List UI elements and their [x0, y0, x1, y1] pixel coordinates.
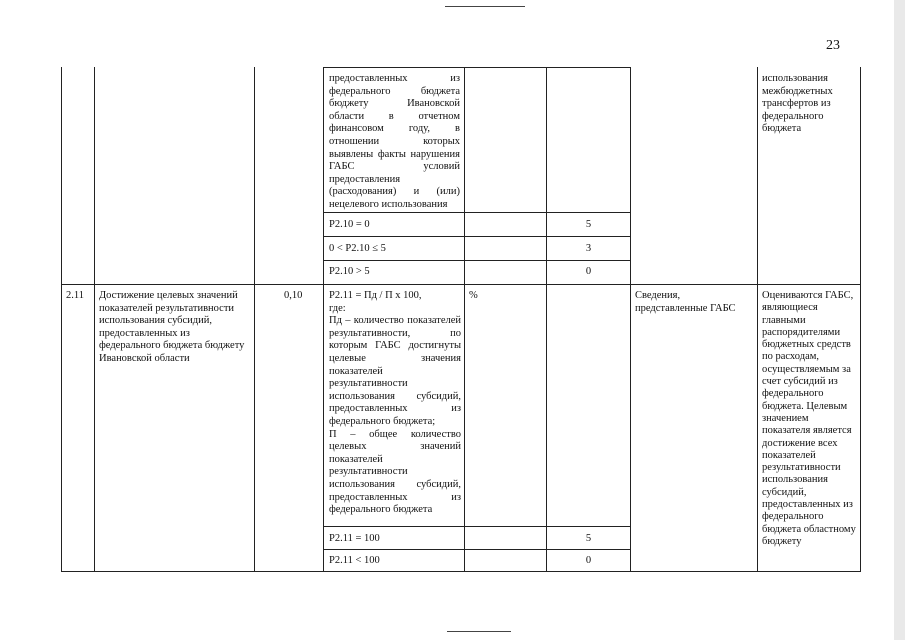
unit: %	[469, 290, 478, 301]
condition-score: 0	[585, 266, 592, 277]
sub-row-line-4	[323, 526, 630, 527]
condition-formula: P2.11 < 100	[329, 555, 380, 566]
col-divider-5	[546, 67, 547, 571]
col-divider-7	[757, 67, 758, 571]
col-divider-3	[323, 67, 324, 571]
col-divider-2	[254, 67, 255, 571]
indicator-name: Достижение целевых значений показателей результативности использования субсидий, предоставленных из федерального бюджета бюджету Ивановской области	[99, 290, 245, 364]
condition-score: 5	[585, 219, 592, 230]
row-divider-2-11	[61, 284, 861, 285]
indicator-note: Оцениваются ГАБС, являющиеся главными распорядителями бюджетных средств по расходам, осуществляемым за счет субсидий из федерального бюджета. Целевым значением показателя является достижение всех показателей результативности использования субсидий, предоставленных из федерального бюджета областному бюджету	[762, 290, 856, 547]
condition-formula: 0 < P2.10 ≤ 5	[329, 243, 386, 254]
sub-row-line-1	[323, 212, 630, 213]
table-bottom-border	[61, 571, 861, 572]
condition-formula: P2.10 > 5	[329, 266, 370, 277]
condition-score: 3	[585, 243, 592, 254]
sub-row-line-2	[323, 236, 630, 237]
col-divider-4	[464, 67, 465, 571]
condition-score: 5	[585, 533, 592, 544]
condition-formula: P2.10 = 0	[329, 219, 370, 230]
page-number: 23	[826, 38, 840, 53]
continued-note-text: использования межбюджетных трансфертов из федерального бюджета	[762, 73, 833, 135]
formula-main: P2.11 = Пд / П x 100,	[329, 290, 422, 301]
formula-definition: Пд – количество показателей результативности, по которым ГАБС достигнуты целевые значения показателей результативности использования субсидий, предоставленных из федерального бюджета;	[329, 315, 461, 427]
formula-where: где:	[329, 302, 346, 314]
page-edge	[894, 0, 905, 640]
indicator-weight: 0,10	[284, 290, 303, 301]
continued-criterion-text: предоставленных из федерального бюджета бюджету Ивановской области в отчетном финансовом году, в отношении которых выявлены факты нарушения ГАБС условий предоставления (расходования) и (или) нецелевого использования	[329, 73, 460, 210]
formula-definition: П – общее количество целевых значений показателей результативности использования субсидий, предоставленных из федерального бюджета	[329, 428, 461, 516]
table-border-right	[860, 67, 861, 571]
indicator-formula	[329, 290, 461, 517]
col-divider-1	[94, 67, 95, 571]
sub-row-line-3	[323, 260, 630, 261]
top-divider	[445, 6, 525, 7]
row-number: 2.11	[66, 290, 84, 301]
table-border-left	[61, 67, 62, 571]
bottom-divider	[447, 631, 511, 632]
sub-row-line-5	[323, 549, 630, 550]
col-divider-6	[630, 67, 631, 571]
data-source: Сведения, представленные ГАБС	[635, 290, 736, 314]
sub-row-top-border	[323, 67, 630, 68]
condition-score: 0	[585, 555, 592, 566]
condition-formula: P2.11 = 100	[329, 533, 380, 544]
